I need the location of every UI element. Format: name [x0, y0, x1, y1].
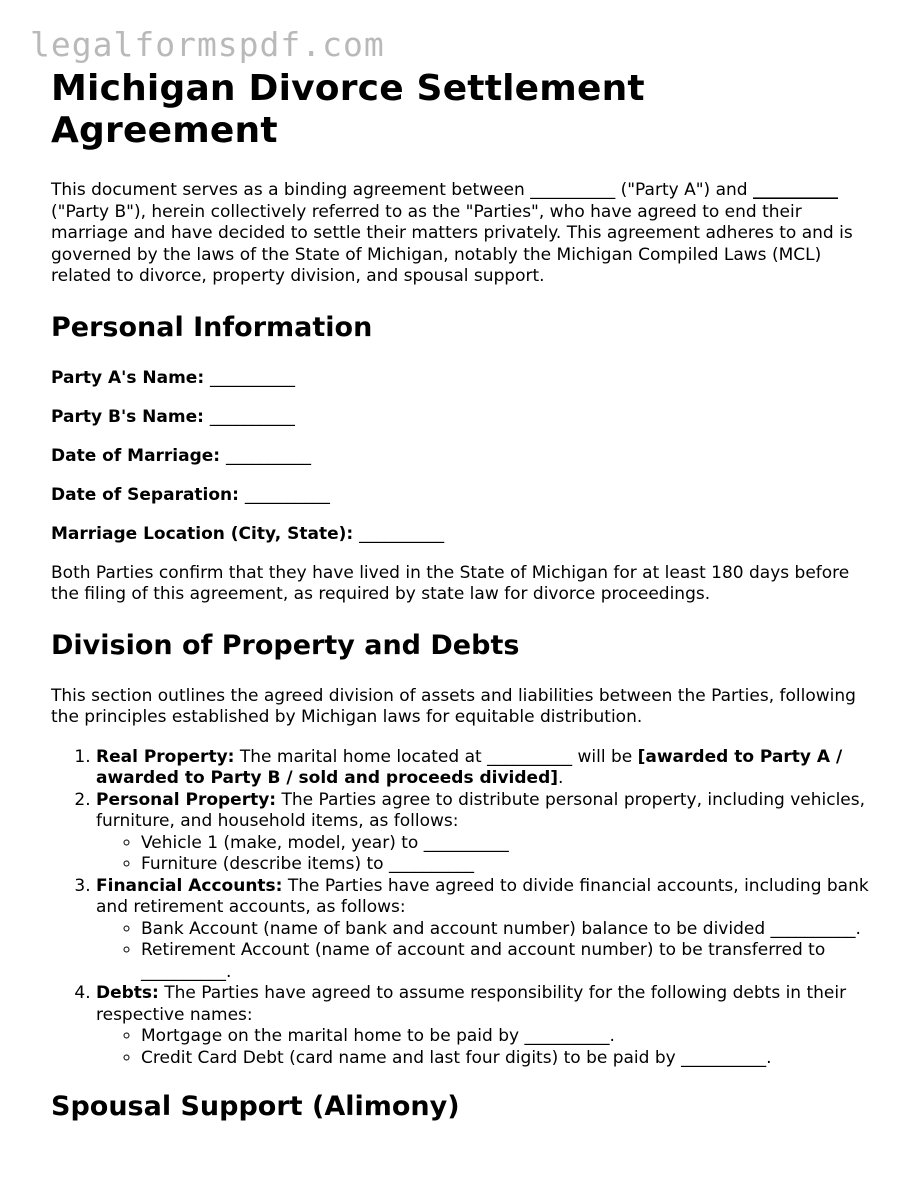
property-debts-heading: Division of Property and Debts	[51, 629, 520, 661]
list-item: ◦ Vehicle 1 (make, model, year) to __________	[141, 833, 871, 855]
document-title: Michigan Divorce Settlement Agreement	[51, 68, 645, 151]
list-item: ◦ Bank Account (name of bank and account number) balance to be divided __________.	[141, 919, 871, 941]
party-a-name-field: Party A's Name: __________	[51, 367, 296, 388]
list-item-personal-property: 2. Personal Property: The Parties agree to distribute personal property, including vehicles, furniture, and household items, as follows: ◦ Vehicle 1 (make, model, year) to __________ ◦ Furniture (describe items) to __________	[96, 790, 871, 876]
list-item-real-property: 1. Real Property: The marital home located at __________ will be [awarded to Party A / awarded to Party B / sold and proceeds divided].	[96, 747, 871, 790]
intro-text-after: ("Party B"), herein collectively referred to as the "Parties", who have agreed to end their marriage and have decided to settle their matters privately. This agreement adheres to and is governed by the laws of the State of Michigan, notably the Michigan Compiled Laws (MCL) related to divorce, property division, and spousal support.	[51, 201, 853, 286]
intro-text-before: This document serves as a binding agreement between	[51, 180, 531, 200]
date-of-marriage-field: Date of Marriage: __________	[51, 445, 312, 466]
list-item: ◦ Credit Card Debt (card name and last four digits) to be paid by __________.	[141, 1048, 871, 1070]
residency-paragraph: Both Parties confirm that they have lived in the State of Michigan for at least 180 days before the filing of this agreement, as required by state law for divorce proceedings.	[51, 562, 850, 604]
personal-property-sublist	[96, 833, 871, 876]
spousal-support-heading: Spousal Support (Alimony)	[51, 1091, 460, 1122]
list-item: ◦ Retirement Account (name of account and account number) to be transferred to __________.	[141, 940, 871, 983]
party-b-name-field: Party B's Name: __________	[51, 406, 295, 427]
watermark: legalformspdf.com	[30, 25, 385, 64]
list-item: ◦ Mortgage on the marital home to be paid by __________.	[141, 1026, 871, 1048]
date-of-separation-field: Date of Separation: __________	[51, 484, 330, 505]
party-a-blank: __________	[530, 180, 616, 200]
list-item: ◦ Furniture (describe items) to __________	[141, 854, 871, 876]
personal-information-heading: Personal Information	[51, 311, 373, 343]
debts-sublist	[96, 1026, 871, 1069]
intro-text-between: ("Party A") and	[615, 180, 753, 200]
list-item-financial-accounts: 3. Financial Accounts: The Parties have agreed to divide financial accounts, including bank and retirement accounts, as follows: ◦ Bank Account (name of bank and account number) balance to be divided __________. ◦ Retirement Account (name of account and account number) to be transferred to __________.	[96, 876, 871, 984]
party-b-blank: __________	[752, 180, 838, 200]
marriage-location-field: Marriage Location (City, State): __________	[51, 523, 445, 544]
property-intro-paragraph: This section outlines the agreed division of assets and liabilities between the Parties, following the principles established by Michigan laws for equitable distribution.	[51, 685, 856, 727]
document-body	[51, 68, 871, 1147]
financial-accounts-sublist	[96, 919, 871, 984]
list-item-debts: 4. Debts: The Parties have agreed to assume responsibility for the following debts in their respective names: ◦ Mortgage on the marital home to be paid by __________. ◦ Credit Card Debt (card name and last four digits) to be paid by __________.	[96, 983, 871, 1069]
property-list	[51, 747, 871, 1070]
intro-paragraph	[51, 180, 871, 288]
